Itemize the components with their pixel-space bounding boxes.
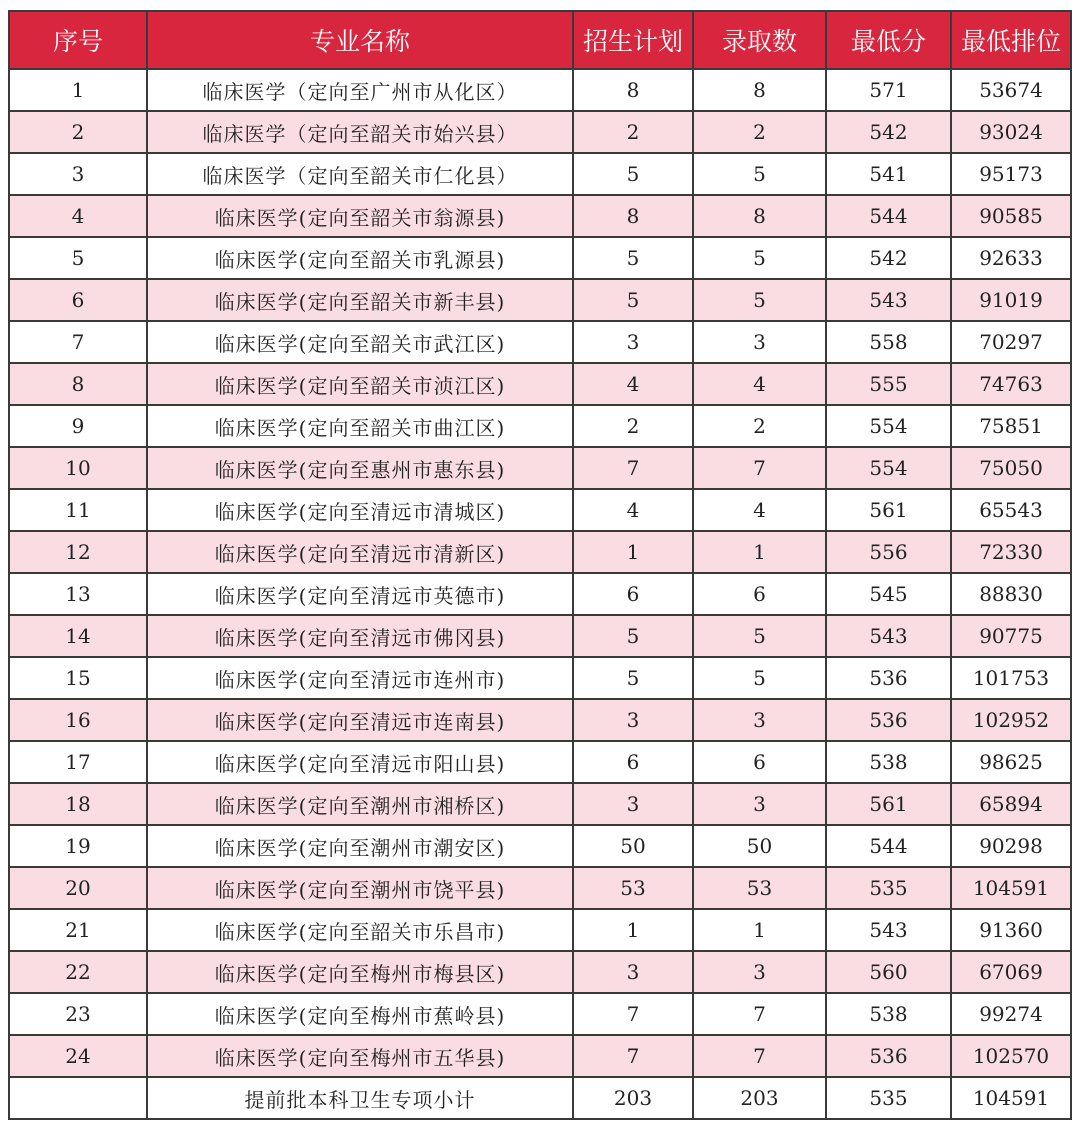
cell-enrollment-plan: 5	[573, 237, 693, 279]
cell-index: 23	[9, 993, 147, 1035]
cell-major-name: 临床医学(定向至清远市清城区)	[147, 489, 573, 531]
cell-major-name: 临床医学（定向至广州市从化区）	[147, 69, 573, 111]
cell-min-rank: 93024	[951, 111, 1071, 153]
cell-major-name: 临床医学(定向至惠州市惠东县)	[147, 447, 573, 489]
table-row	[9, 699, 1071, 741]
cell-enrollment-plan: 8	[573, 69, 693, 111]
cell-min-rank: 91360	[951, 909, 1071, 951]
cell-min-rank: 72330	[951, 531, 1071, 573]
cell-enrollment-plan: 3	[573, 951, 693, 993]
cell-min-rank: 74763	[951, 363, 1071, 405]
cell-major-name: 临床医学（定向至韶关市始兴县）	[147, 111, 573, 153]
cell-min-rank: 70297	[951, 321, 1071, 363]
cell-admitted-count: 3	[693, 783, 826, 825]
cell-min-score: 536	[826, 699, 951, 741]
table-row	[9, 783, 1071, 825]
table-row	[9, 489, 1071, 531]
cell-min-score: 560	[826, 951, 951, 993]
cell-major-name: 临床医学(定向至韶关市浈江区)	[147, 363, 573, 405]
header-major-name: 专业名称	[147, 11, 573, 69]
subtotal-cell-min-score: 535	[826, 1077, 951, 1119]
table-row	[9, 909, 1071, 951]
subtotal-cell-enrollment-plan: 203	[573, 1077, 693, 1119]
table-row	[9, 363, 1071, 405]
cell-min-score: 554	[826, 447, 951, 489]
cell-admitted-count: 7	[693, 1035, 826, 1077]
cell-min-rank: 102952	[951, 699, 1071, 741]
cell-index: 19	[9, 825, 147, 867]
cell-min-score: 555	[826, 363, 951, 405]
cell-admitted-count: 7	[693, 993, 826, 1035]
table-row	[9, 741, 1071, 783]
cell-min-score: 561	[826, 783, 951, 825]
cell-min-score: 543	[826, 615, 951, 657]
table-row	[9, 405, 1071, 447]
table-body	[9, 69, 1071, 1119]
cell-admitted-count: 7	[693, 447, 826, 489]
cell-admitted-count: 5	[693, 279, 826, 321]
cell-admitted-count: 2	[693, 111, 826, 153]
cell-index: 12	[9, 531, 147, 573]
cell-min-score: 542	[826, 111, 951, 153]
cell-enrollment-plan: 4	[573, 489, 693, 531]
cell-min-score: 538	[826, 741, 951, 783]
cell-index: 18	[9, 783, 147, 825]
cell-admitted-count: 8	[693, 69, 826, 111]
cell-enrollment-plan: 5	[573, 153, 693, 195]
header-min-score: 最低分	[826, 11, 951, 69]
table-row	[9, 993, 1071, 1035]
cell-index: 2	[9, 111, 147, 153]
admission-table	[8, 10, 1072, 1120]
cell-enrollment-plan: 7	[573, 447, 693, 489]
cell-enrollment-plan: 7	[573, 1035, 693, 1077]
cell-enrollment-plan: 6	[573, 741, 693, 783]
cell-admitted-count: 6	[693, 573, 826, 615]
table-row	[9, 69, 1071, 111]
cell-enrollment-plan: 53	[573, 867, 693, 909]
subtotal-cell-min-rank: 104591	[951, 1077, 1071, 1119]
cell-enrollment-plan: 6	[573, 573, 693, 615]
cell-min-rank: 92633	[951, 237, 1071, 279]
cell-enrollment-plan: 50	[573, 825, 693, 867]
cell-major-name: 临床医学（定向至韶关市仁化县）	[147, 153, 573, 195]
cell-enrollment-plan: 5	[573, 279, 693, 321]
cell-min-score: 542	[826, 237, 951, 279]
cell-min-score: 545	[826, 573, 951, 615]
cell-enrollment-plan: 3	[573, 321, 693, 363]
cell-min-rank: 67069	[951, 951, 1071, 993]
subtotal-cell-admitted-count: 203	[693, 1077, 826, 1119]
cell-enrollment-plan: 2	[573, 111, 693, 153]
table-row	[9, 1035, 1071, 1077]
cell-index: 6	[9, 279, 147, 321]
cell-major-name: 临床医学(定向至韶关市乳源县)	[147, 237, 573, 279]
table-row	[9, 279, 1071, 321]
table-row	[9, 867, 1071, 909]
cell-admitted-count: 8	[693, 195, 826, 237]
cell-index: 4	[9, 195, 147, 237]
table-row	[9, 825, 1071, 867]
cell-min-score: 554	[826, 405, 951, 447]
cell-major-name: 临床医学(定向至清远市佛冈县)	[147, 615, 573, 657]
cell-min-rank: 99274	[951, 993, 1071, 1035]
cell-min-score: 543	[826, 909, 951, 951]
cell-major-name: 临床医学(定向至韶关市武江区)	[147, 321, 573, 363]
cell-enrollment-plan: 2	[573, 405, 693, 447]
cell-enrollment-plan: 1	[573, 531, 693, 573]
table-row	[9, 195, 1071, 237]
cell-min-score: 544	[826, 825, 951, 867]
cell-min-score: 536	[826, 1035, 951, 1077]
cell-index: 24	[9, 1035, 147, 1077]
cell-min-rank: 53674	[951, 69, 1071, 111]
cell-min-rank: 101753	[951, 657, 1071, 699]
cell-major-name: 临床医学(定向至清远市阳山县)	[147, 741, 573, 783]
cell-admitted-count: 1	[693, 531, 826, 573]
cell-min-score: 571	[826, 69, 951, 111]
cell-index: 3	[9, 153, 147, 195]
cell-major-name: 临床医学(定向至潮州市潮安区)	[147, 825, 573, 867]
cell-admitted-count: 5	[693, 615, 826, 657]
cell-index: 21	[9, 909, 147, 951]
cell-index: 15	[9, 657, 147, 699]
cell-min-score: 535	[826, 867, 951, 909]
cell-major-name: 临床医学(定向至梅州市梅县区)	[147, 951, 573, 993]
header-index: 序号	[9, 11, 147, 69]
table-row	[9, 573, 1071, 615]
table-row	[9, 153, 1071, 195]
cell-enrollment-plan: 7	[573, 993, 693, 1035]
cell-min-score: 556	[826, 531, 951, 573]
header-enrollment-plan: 招生计划	[573, 11, 693, 69]
cell-admitted-count: 3	[693, 321, 826, 363]
table-row	[9, 531, 1071, 573]
cell-min-score: 543	[826, 279, 951, 321]
cell-admitted-count: 6	[693, 741, 826, 783]
cell-index: 8	[9, 363, 147, 405]
cell-admitted-count: 3	[693, 951, 826, 993]
cell-major-name: 临床医学(定向至梅州市五华县)	[147, 1035, 573, 1077]
cell-major-name: 临床医学(定向至清远市连州市)	[147, 657, 573, 699]
cell-admitted-count: 53	[693, 867, 826, 909]
admission-table-container	[8, 10, 1070, 1120]
cell-admitted-count: 4	[693, 489, 826, 531]
cell-index: 13	[9, 573, 147, 615]
cell-index: 20	[9, 867, 147, 909]
cell-admitted-count: 3	[693, 699, 826, 741]
cell-admitted-count: 50	[693, 825, 826, 867]
cell-min-rank: 102570	[951, 1035, 1071, 1077]
cell-major-name: 临床医学(定向至梅州市蕉岭县)	[147, 993, 573, 1035]
cell-min-score: 538	[826, 993, 951, 1035]
cell-min-score: 536	[826, 657, 951, 699]
header-admitted-count: 录取数	[693, 11, 826, 69]
cell-min-rank: 90298	[951, 825, 1071, 867]
cell-major-name: 临床医学(定向至潮州市饶平县)	[147, 867, 573, 909]
cell-admitted-count: 5	[693, 237, 826, 279]
cell-index: 9	[9, 405, 147, 447]
subtotal-cell-index	[9, 1077, 147, 1119]
cell-index: 17	[9, 741, 147, 783]
cell-min-rank: 95173	[951, 153, 1071, 195]
cell-min-rank: 88830	[951, 573, 1071, 615]
cell-min-rank: 90585	[951, 195, 1071, 237]
table-subtotal-row	[9, 1077, 1071, 1119]
cell-enrollment-plan: 1	[573, 909, 693, 951]
cell-major-name: 临床医学(定向至清远市连南县)	[147, 699, 573, 741]
cell-index: 11	[9, 489, 147, 531]
cell-min-score: 541	[826, 153, 951, 195]
cell-enrollment-plan: 8	[573, 195, 693, 237]
cell-min-score: 544	[826, 195, 951, 237]
cell-major-name: 临床医学(定向至清远市英德市)	[147, 573, 573, 615]
table-row	[9, 237, 1071, 279]
cell-min-rank: 65543	[951, 489, 1071, 531]
cell-enrollment-plan: 4	[573, 363, 693, 405]
cell-min-rank: 90775	[951, 615, 1071, 657]
cell-min-rank: 104591	[951, 867, 1071, 909]
cell-admitted-count: 4	[693, 363, 826, 405]
table-header	[9, 11, 1071, 69]
cell-major-name: 临床医学(定向至韶关市新丰县)	[147, 279, 573, 321]
cell-enrollment-plan: 3	[573, 783, 693, 825]
cell-admitted-count: 5	[693, 657, 826, 699]
cell-index: 5	[9, 237, 147, 279]
table-row	[9, 615, 1071, 657]
table-row	[9, 321, 1071, 363]
cell-major-name: 临床医学(定向至韶关市曲江区)	[147, 405, 573, 447]
cell-major-name: 临床医学(定向至韶关市乐昌市)	[147, 909, 573, 951]
cell-min-score: 558	[826, 321, 951, 363]
cell-enrollment-plan: 5	[573, 615, 693, 657]
cell-min-rank: 98625	[951, 741, 1071, 783]
cell-index: 1	[9, 69, 147, 111]
cell-admitted-count: 1	[693, 909, 826, 951]
cell-min-score: 561	[826, 489, 951, 531]
cell-enrollment-plan: 5	[573, 657, 693, 699]
header-min-rank: 最低排位	[951, 11, 1071, 69]
cell-min-rank: 65894	[951, 783, 1071, 825]
table-row	[9, 951, 1071, 993]
cell-major-name: 临床医学(定向至韶关市翁源县)	[147, 195, 573, 237]
subtotal-cell-major-name: 提前批本科卫生专项小计	[147, 1077, 573, 1119]
cell-major-name: 临床医学(定向至清远市清新区)	[147, 531, 573, 573]
cell-index: 10	[9, 447, 147, 489]
cell-min-rank: 75050	[951, 447, 1071, 489]
table-row	[9, 657, 1071, 699]
cell-index: 22	[9, 951, 147, 993]
cell-enrollment-plan: 3	[573, 699, 693, 741]
cell-major-name: 临床医学(定向至潮州市湘桥区)	[147, 783, 573, 825]
cell-min-rank: 91019	[951, 279, 1071, 321]
cell-admitted-count: 5	[693, 153, 826, 195]
cell-index: 14	[9, 615, 147, 657]
cell-admitted-count: 2	[693, 405, 826, 447]
cell-min-rank: 75851	[951, 405, 1071, 447]
table-header-row	[9, 11, 1071, 69]
cell-index: 16	[9, 699, 147, 741]
table-row	[9, 111, 1071, 153]
table-row	[9, 447, 1071, 489]
cell-index: 7	[9, 321, 147, 363]
